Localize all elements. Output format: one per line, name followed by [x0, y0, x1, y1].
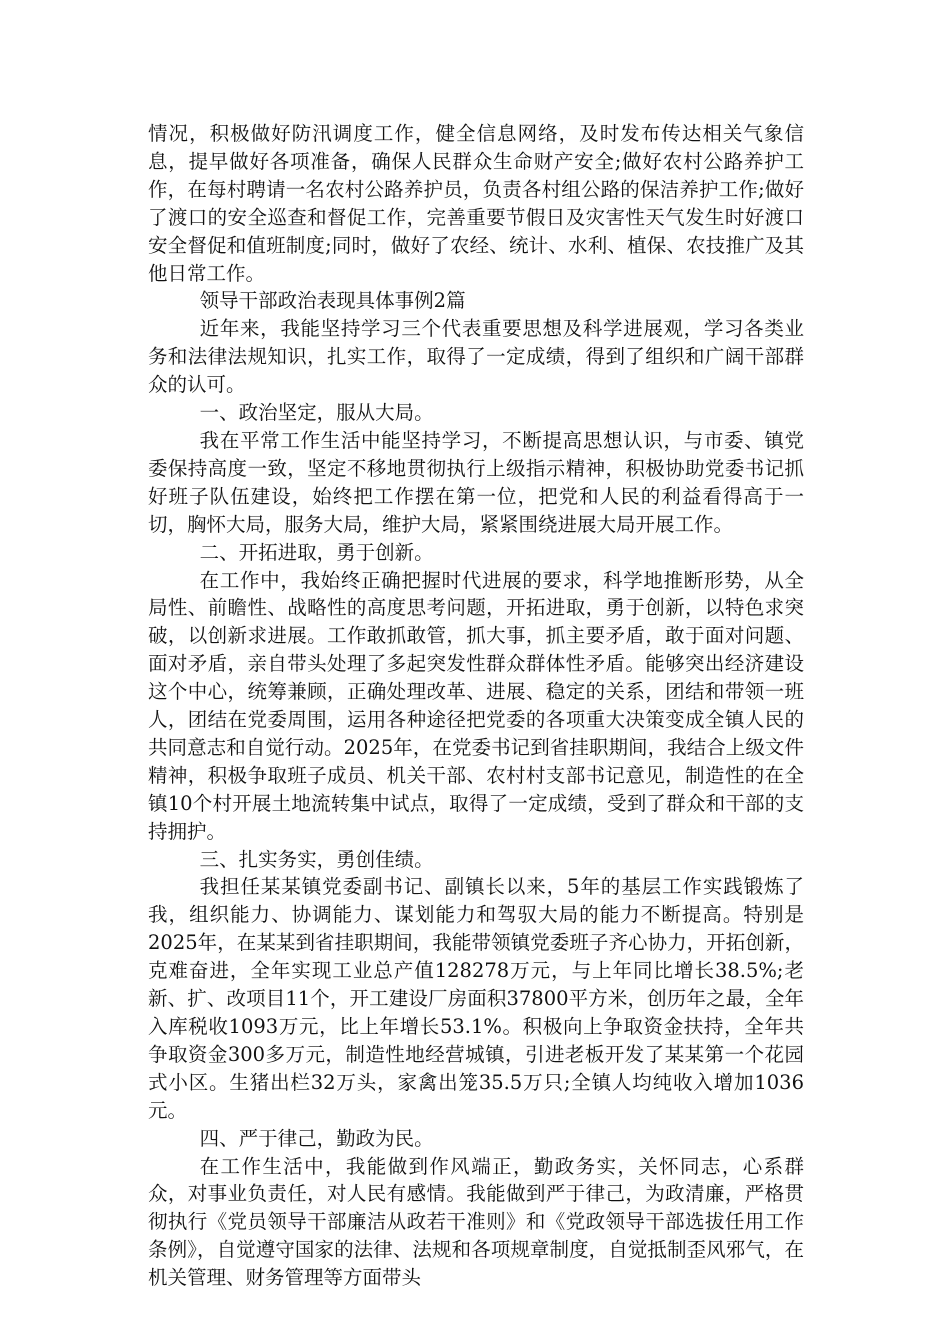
paragraph-continuation: 情况，积极做好防汛调度工作，健全信息网络，及时发布传达相关气象信息，提早做好各项准备，确保人民群众生命财产安全;做好农村公路养护工作，在每村聘请一名农村公路养护员，负责各村组公路的保洁养护工作;做好了渡口的安全巡查和督促工作，完善重要节假日及灾害性天气发生时好渡口安全督促和值班制度;同时，做好了农经、统计、水利、植保、农技推广及其他日常工作。	[148, 122, 804, 285]
section-heading-3: 三、扎实务实，勇创佳绩。	[199, 847, 434, 871]
paragraph-intro: 近年来，我能坚持学习三个代表重要思想及科学进展观，学习各类业务和法律法规知识，扎实工作，取得了一定成绩，得到了组织和广阔干部群众的认可。	[148, 317, 804, 397]
section-heading-1: 一、政治坚定，服从大局。	[199, 401, 434, 425]
document-title: 领导干部政治表现具体事例2篇	[199, 289, 466, 313]
paragraph-section-1: 我在平常工作生活中能坚持学习，不断提高思想认识，与市委、镇党委保持高度一致，坚定不移地贯彻执行上级指示精神，积极协助党委书记抓好班子队伍建设，始终把工作摆在第一位，把党和人民的利益看得高于一切，胸怀大局，服务大局，维护大局，紧紧围绕进展大局开展工作。	[148, 428, 804, 536]
paragraph-section-3: 我担任某某镇党委副书记、副镇长以来，5年的基层工作实践锻炼了我，组织能力、协调能力、谋划能力和驾驭大局的能力不断提高。特别是2025年，在某某到省挂职期间，我能带领镇党委班子齐心协力，开拓创新，克难奋进，全年实现工业总产值128278万元，与上年同比增长38.5%;老新、扩、改项目11个，开工建设厂房面积37800平方米，创历年之最，全年入库税收1093万元，比上年增长53.1%。积极向上争取资金扶持，全年共争取资金300多万元，制造性地经营城镇，引进老板开发了某某第一个花园式小区。生猪出栏32万头，家禽出笼35.5万只;全镇人均纯收入增加1036元。	[148, 875, 804, 1122]
section-heading-4: 四、严于律己，勤政为民。	[199, 1126, 434, 1150]
document-body	[148, 120, 804, 1292]
paragraph-section-4: 在工作生活中，我能做到作风端正，勤政务实，关怀同志，心系群众，对事业负责任，对人民有感情。我能做到严于律己，为政清廉，严格贯彻执行《党员领导干部廉洁从政若干准则》和《党政领导干部选拔任用工作条例》，自觉遵守国家的法律、法规和各项规章制度，自觉抵制歪风邪气，在机关管理、财务管理等方面带头	[148, 1154, 804, 1290]
section-heading-2: 二、开拓进取，勇于创新。	[199, 540, 434, 564]
paragraph-section-2: 在工作中，我始终正确把握时代进展的要求，科学地推断形势，从全局性、前瞻性、战略性的高度思考问题，开拓进取，勇于创新，以特色求突破，以创新求进展。工作敢抓敢管，抓大事，抓主要矛盾，敢于面对问题、面对矛盾，亲自带头处理了多起突发性群众群体性矛盾。能够突出经济建设这个中心，统筹兼顾，正确处理改革、进展、稳定的关系，团结和带领一班人，团结在党委周围，运用各种途径把党委的各项重大决策变成全镇人民的共同意志和自觉行动。2025年，在党委书记到省挂职期间，我结合上级文件精神，积极争取班子成员、机关干部、农村村支部书记意见，制造性的在全镇10个村开展土地流转集中试点，取得了一定成绩，受到了群众和干部的支持拥护。	[148, 568, 804, 843]
